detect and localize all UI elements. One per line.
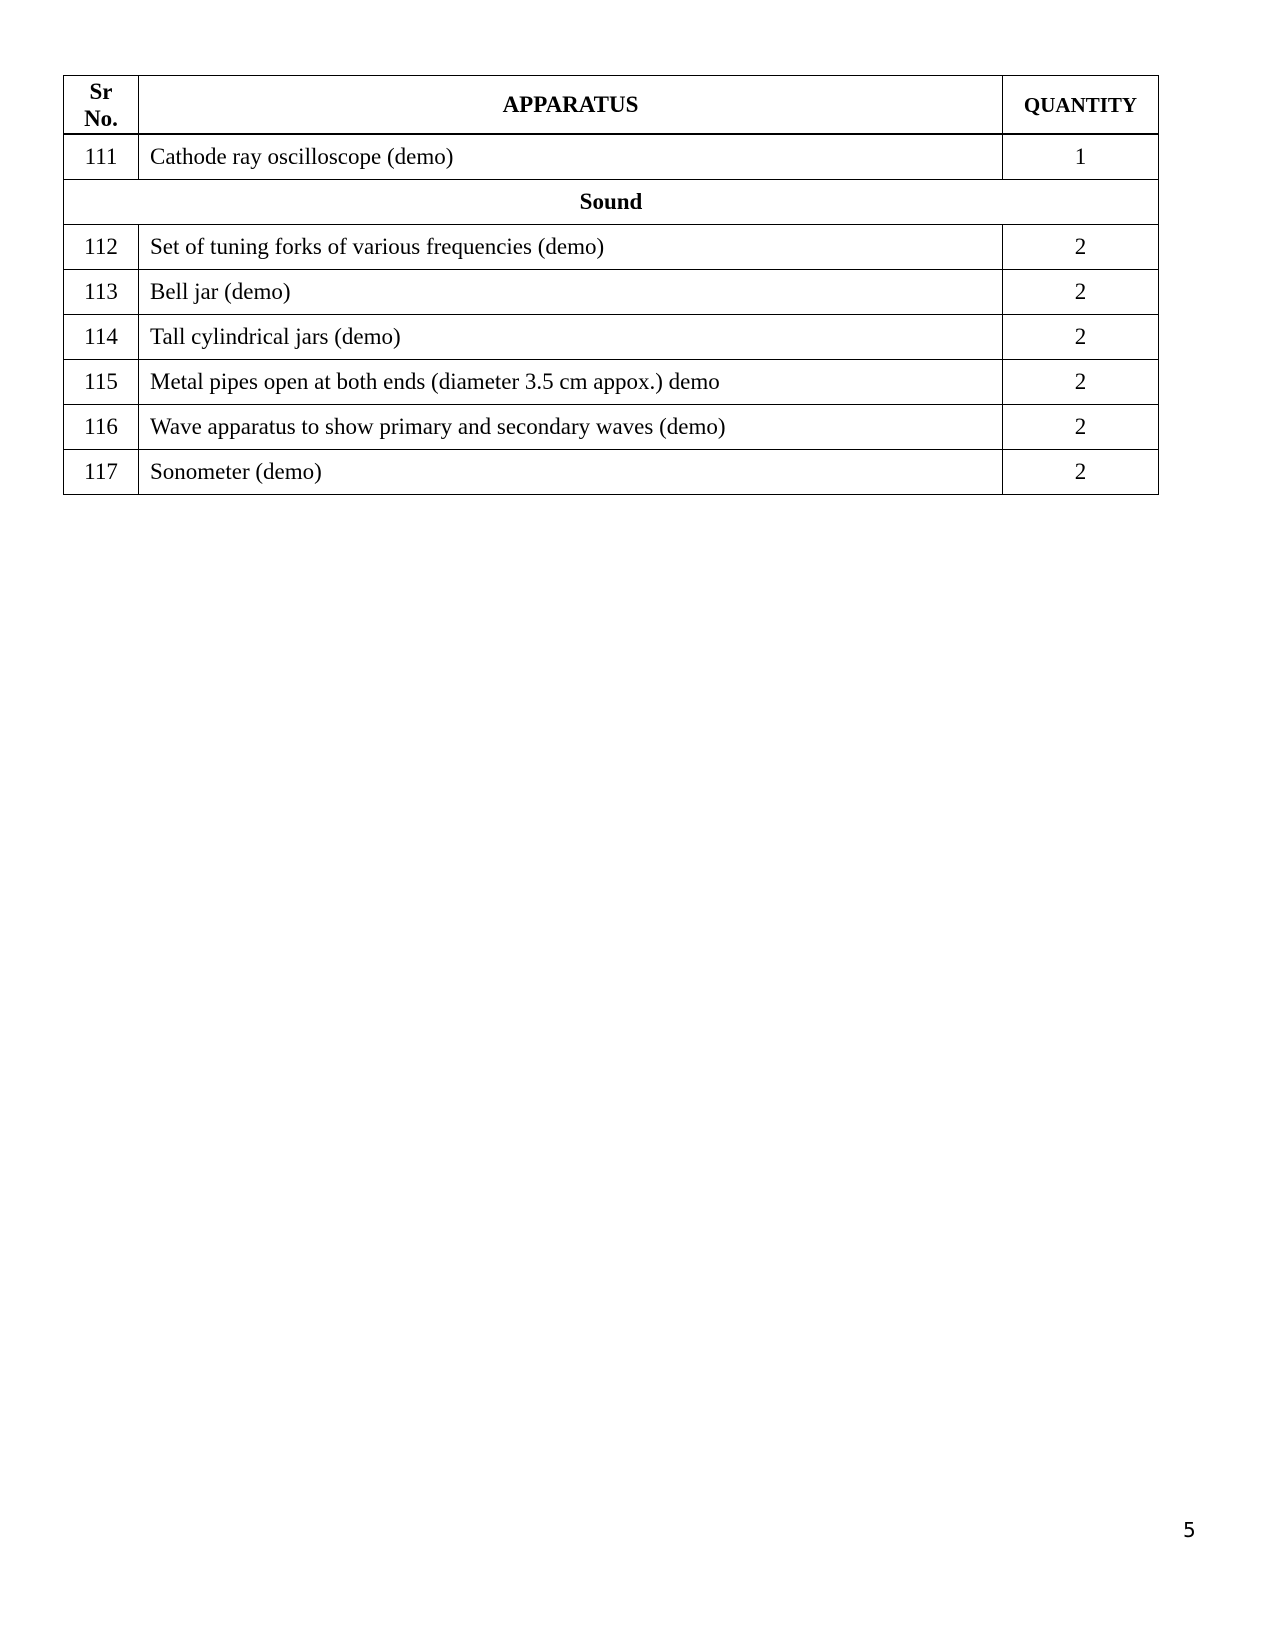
row-quantity: 2 xyxy=(1003,449,1159,494)
table-row xyxy=(64,224,1159,269)
row-sr-no: 115 xyxy=(64,359,139,404)
row-apparatus: Set of tuning forks of various frequencies (demo) xyxy=(139,224,1003,269)
table-row xyxy=(64,404,1159,449)
row-sr-no: 112 xyxy=(64,224,139,269)
table-row xyxy=(64,359,1159,404)
page-number: 5 xyxy=(1183,1518,1196,1542)
apparatus-table xyxy=(63,75,1159,495)
header-row xyxy=(64,76,1159,135)
row-apparatus: Wave apparatus to show primary and secondary waves (demo) xyxy=(139,404,1003,449)
row-sr-no: 116 xyxy=(64,404,139,449)
header-sr-no xyxy=(64,76,139,135)
section-row xyxy=(64,179,1159,224)
row-apparatus: Sonometer (demo) xyxy=(139,449,1003,494)
row-sr-no: 117 xyxy=(64,449,139,494)
row-quantity: 2 xyxy=(1003,224,1159,269)
row-sr-no: 114 xyxy=(64,314,139,359)
header-sr-line2: No. xyxy=(84,105,118,131)
row-apparatus: Metal pipes open at both ends (diameter 3.5 cm appox.) demo xyxy=(139,359,1003,404)
table-row xyxy=(64,314,1159,359)
header-sr-line1: Sr xyxy=(89,78,113,104)
row-quantity: 2 xyxy=(1003,359,1159,404)
row-sr-no: 113 xyxy=(64,269,139,314)
row-quantity: 2 xyxy=(1003,404,1159,449)
table-body xyxy=(64,134,1159,494)
row-apparatus: Tall cylindrical jars (demo) xyxy=(139,314,1003,359)
row-sr-no: 111 xyxy=(64,134,139,179)
header-quantity: QUANTITY xyxy=(1003,76,1159,135)
header-apparatus: APPARATUS xyxy=(139,76,1003,135)
table-row xyxy=(64,134,1159,179)
section-heading-sound: Sound xyxy=(64,179,1159,224)
table-header xyxy=(64,76,1159,135)
row-quantity: 1 xyxy=(1003,134,1159,179)
table-row xyxy=(64,269,1159,314)
row-quantity: 2 xyxy=(1003,269,1159,314)
row-apparatus: Cathode ray oscilloscope (demo) xyxy=(139,134,1003,179)
row-quantity: 2 xyxy=(1003,314,1159,359)
row-apparatus: Bell jar (demo) xyxy=(139,269,1003,314)
table-row xyxy=(64,449,1159,494)
